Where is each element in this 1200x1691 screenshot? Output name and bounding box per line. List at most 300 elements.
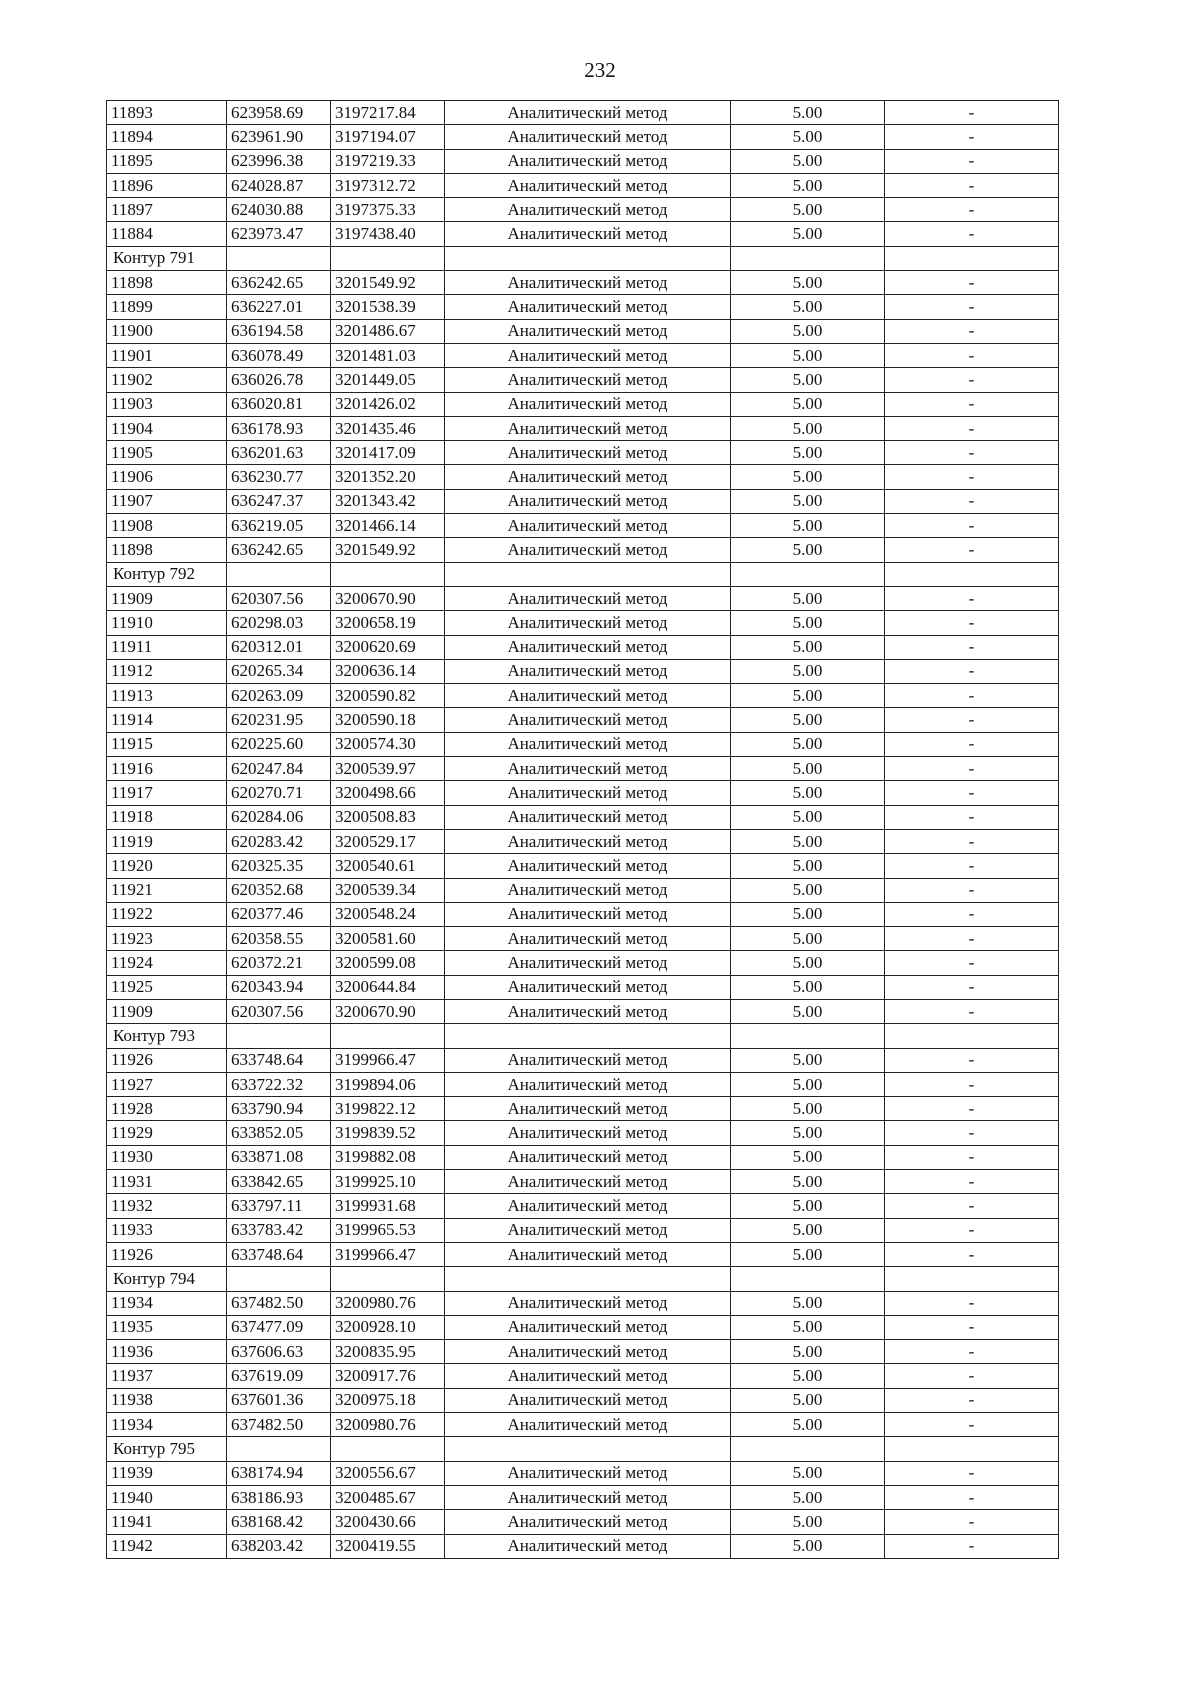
point-number-cell: 11884 xyxy=(107,222,227,246)
empty-cell xyxy=(731,562,885,586)
x-coordinate-cell: 636230.77 xyxy=(227,465,331,489)
precision-cell: 5.00 xyxy=(731,489,885,513)
method-cell: Аналитический метод xyxy=(445,708,731,732)
description-cell: - xyxy=(885,1510,1059,1534)
x-coordinate-cell: 636078.49 xyxy=(227,343,331,367)
x-coordinate-cell: 637477.09 xyxy=(227,1315,331,1339)
method-cell: Аналитический метод xyxy=(445,757,731,781)
table-row xyxy=(107,708,1059,732)
x-coordinate-cell: 633842.65 xyxy=(227,1170,331,1194)
description-cell: - xyxy=(885,1121,1059,1145)
empty-cell xyxy=(885,1437,1059,1461)
description-cell: - xyxy=(885,951,1059,975)
y-coordinate-cell: 3200419.55 xyxy=(331,1534,445,1558)
method-cell: Аналитический метод xyxy=(445,1291,731,1315)
method-cell: Аналитический метод xyxy=(445,1145,731,1169)
precision-cell: 5.00 xyxy=(731,101,885,125)
x-coordinate-cell: 638168.42 xyxy=(227,1510,331,1534)
precision-cell: 5.00 xyxy=(731,465,885,489)
point-number-cell: 11898 xyxy=(107,538,227,562)
empty-cell xyxy=(445,1024,731,1048)
table-row xyxy=(107,368,1059,392)
contour-header-row xyxy=(107,1024,1059,1048)
method-cell: Аналитический метод xyxy=(445,392,731,416)
precision-cell: 5.00 xyxy=(731,781,885,805)
x-coordinate-cell: 624030.88 xyxy=(227,198,331,222)
table-row xyxy=(107,732,1059,756)
precision-cell: 5.00 xyxy=(731,1170,885,1194)
x-coordinate-cell: 638203.42 xyxy=(227,1534,331,1558)
precision-cell: 5.00 xyxy=(731,1072,885,1096)
precision-cell: 5.00 xyxy=(731,1413,885,1437)
precision-cell: 5.00 xyxy=(731,173,885,197)
description-cell: - xyxy=(885,1413,1059,1437)
description-cell: - xyxy=(885,781,1059,805)
x-coordinate-cell: 637601.36 xyxy=(227,1388,331,1412)
method-cell: Аналитический метод xyxy=(445,1485,731,1509)
table-row xyxy=(107,319,1059,343)
empty-cell xyxy=(331,1437,445,1461)
description-cell: - xyxy=(885,416,1059,440)
description-cell: - xyxy=(885,854,1059,878)
precision-cell: 5.00 xyxy=(731,343,885,367)
y-coordinate-cell: 3197438.40 xyxy=(331,222,445,246)
method-cell: Аналитический метод xyxy=(445,732,731,756)
precision-cell: 5.00 xyxy=(731,1242,885,1266)
description-cell: - xyxy=(885,1315,1059,1339)
description-cell: - xyxy=(885,1485,1059,1509)
contour-header-row xyxy=(107,1437,1059,1461)
y-coordinate-cell: 3200430.66 xyxy=(331,1510,445,1534)
table-row xyxy=(107,538,1059,562)
point-number-cell: 11923 xyxy=(107,927,227,951)
point-number-cell: 11929 xyxy=(107,1121,227,1145)
point-number-cell: 11916 xyxy=(107,757,227,781)
point-number-cell: 11897 xyxy=(107,198,227,222)
precision-cell: 5.00 xyxy=(731,1461,885,1485)
method-cell: Аналитический метод xyxy=(445,1315,731,1339)
point-number-cell: 11899 xyxy=(107,295,227,319)
y-coordinate-cell: 3197375.33 xyxy=(331,198,445,222)
y-coordinate-cell: 3200548.24 xyxy=(331,902,445,926)
y-coordinate-cell: 3201549.92 xyxy=(331,538,445,562)
y-coordinate-cell: 3197217.84 xyxy=(331,101,445,125)
x-coordinate-cell: 620312.01 xyxy=(227,635,331,659)
table-row xyxy=(107,999,1059,1023)
point-number-cell: 11926 xyxy=(107,1242,227,1266)
method-cell: Аналитический метод xyxy=(445,1340,731,1364)
description-cell: - xyxy=(885,538,1059,562)
y-coordinate-cell: 3201352.20 xyxy=(331,465,445,489)
table-row xyxy=(107,1097,1059,1121)
precision-cell: 5.00 xyxy=(731,999,885,1023)
method-cell: Аналитический метод xyxy=(445,319,731,343)
method-cell: Аналитический метод xyxy=(445,999,731,1023)
empty-cell xyxy=(885,1267,1059,1291)
x-coordinate-cell: 636020.81 xyxy=(227,392,331,416)
x-coordinate-cell: 620325.35 xyxy=(227,854,331,878)
method-cell: Аналитический метод xyxy=(445,951,731,975)
y-coordinate-cell: 3201481.03 xyxy=(331,343,445,367)
table-row xyxy=(107,101,1059,125)
table-row xyxy=(107,416,1059,440)
empty-cell xyxy=(227,1437,331,1461)
precision-cell: 5.00 xyxy=(731,1485,885,1509)
description-cell: - xyxy=(885,927,1059,951)
precision-cell: 5.00 xyxy=(731,951,885,975)
precision-cell: 5.00 xyxy=(731,1291,885,1315)
table-row xyxy=(107,343,1059,367)
table-row xyxy=(107,659,1059,683)
x-coordinate-cell: 636178.93 xyxy=(227,416,331,440)
y-coordinate-cell: 3201538.39 xyxy=(331,295,445,319)
y-coordinate-cell: 3200590.18 xyxy=(331,708,445,732)
point-number-cell: 11903 xyxy=(107,392,227,416)
precision-cell: 5.00 xyxy=(731,368,885,392)
contour-header-row xyxy=(107,1267,1059,1291)
y-coordinate-cell: 3200539.97 xyxy=(331,757,445,781)
description-cell: - xyxy=(885,101,1059,125)
point-number-cell: 11942 xyxy=(107,1534,227,1558)
description-cell: - xyxy=(885,149,1059,173)
description-cell: - xyxy=(885,368,1059,392)
table-row xyxy=(107,1145,1059,1169)
table-row xyxy=(107,1485,1059,1509)
y-coordinate-cell: 3200636.14 xyxy=(331,659,445,683)
method-cell: Аналитический метод xyxy=(445,343,731,367)
x-coordinate-cell: 624028.87 xyxy=(227,173,331,197)
point-number-cell: 11927 xyxy=(107,1072,227,1096)
description-cell: - xyxy=(885,1291,1059,1315)
table-row xyxy=(107,489,1059,513)
precision-cell: 5.00 xyxy=(731,198,885,222)
point-number-cell: 11935 xyxy=(107,1315,227,1339)
y-coordinate-cell: 3200485.67 xyxy=(331,1485,445,1509)
x-coordinate-cell: 636242.65 xyxy=(227,271,331,295)
x-coordinate-cell: 638174.94 xyxy=(227,1461,331,1485)
empty-cell xyxy=(227,246,331,270)
y-coordinate-cell: 3199839.52 xyxy=(331,1121,445,1145)
description-cell: - xyxy=(885,684,1059,708)
coordinates-table-body xyxy=(107,101,1059,1559)
table-row xyxy=(107,878,1059,902)
description-cell: - xyxy=(885,757,1059,781)
y-coordinate-cell: 3200980.76 xyxy=(331,1413,445,1437)
table-row xyxy=(107,611,1059,635)
precision-cell: 5.00 xyxy=(731,611,885,635)
empty-cell xyxy=(227,1024,331,1048)
description-cell: - xyxy=(885,441,1059,465)
method-cell: Аналитический метод xyxy=(445,635,731,659)
x-coordinate-cell: 620247.84 xyxy=(227,757,331,781)
method-cell: Аналитический метод xyxy=(445,1461,731,1485)
x-coordinate-cell: 620343.94 xyxy=(227,975,331,999)
table-row xyxy=(107,586,1059,610)
point-number-cell: 11905 xyxy=(107,441,227,465)
precision-cell: 5.00 xyxy=(731,392,885,416)
method-cell: Аналитический метод xyxy=(445,1510,731,1534)
table-row xyxy=(107,684,1059,708)
precision-cell: 5.00 xyxy=(731,878,885,902)
x-coordinate-cell: 623961.90 xyxy=(227,125,331,149)
x-coordinate-cell: 633748.64 xyxy=(227,1048,331,1072)
y-coordinate-cell: 3200590.82 xyxy=(331,684,445,708)
y-coordinate-cell: 3199966.47 xyxy=(331,1242,445,1266)
empty-cell xyxy=(445,562,731,586)
method-cell: Аналитический метод xyxy=(445,538,731,562)
table-row xyxy=(107,1291,1059,1315)
y-coordinate-cell: 3199894.06 xyxy=(331,1072,445,1096)
precision-cell: 5.00 xyxy=(731,1048,885,1072)
table-row xyxy=(107,1072,1059,1096)
description-cell: - xyxy=(885,465,1059,489)
method-cell: Аналитический метод xyxy=(445,125,731,149)
empty-cell xyxy=(445,1437,731,1461)
point-number-cell: 11898 xyxy=(107,271,227,295)
description-cell: - xyxy=(885,902,1059,926)
method-cell: Аналитический метод xyxy=(445,1388,731,1412)
y-coordinate-cell: 3201426.02 xyxy=(331,392,445,416)
precision-cell: 5.00 xyxy=(731,1315,885,1339)
description-cell: - xyxy=(885,805,1059,829)
x-coordinate-cell: 620283.42 xyxy=(227,829,331,853)
precision-cell: 5.00 xyxy=(731,1097,885,1121)
precision-cell: 5.00 xyxy=(731,975,885,999)
description-cell: - xyxy=(885,295,1059,319)
y-coordinate-cell: 3200620.69 xyxy=(331,635,445,659)
point-number-cell: 11930 xyxy=(107,1145,227,1169)
point-number-cell: 11912 xyxy=(107,659,227,683)
method-cell: Аналитический метод xyxy=(445,927,731,951)
x-coordinate-cell: 620307.56 xyxy=(227,586,331,610)
precision-cell: 5.00 xyxy=(731,295,885,319)
x-coordinate-cell: 623996.38 xyxy=(227,149,331,173)
y-coordinate-cell: 3200928.10 xyxy=(331,1315,445,1339)
empty-cell xyxy=(885,562,1059,586)
point-number-cell: 11928 xyxy=(107,1097,227,1121)
empty-cell xyxy=(331,246,445,270)
precision-cell: 5.00 xyxy=(731,1510,885,1534)
contour-header-row xyxy=(107,246,1059,270)
description-cell: - xyxy=(885,1364,1059,1388)
y-coordinate-cell: 3200658.19 xyxy=(331,611,445,635)
description-cell: - xyxy=(885,343,1059,367)
y-coordinate-cell: 3200498.66 xyxy=(331,781,445,805)
table-row xyxy=(107,902,1059,926)
method-cell: Аналитический метод xyxy=(445,271,731,295)
method-cell: Аналитический метод xyxy=(445,1413,731,1437)
point-number-cell: 11913 xyxy=(107,684,227,708)
x-coordinate-cell: 636201.63 xyxy=(227,441,331,465)
x-coordinate-cell: 620225.60 xyxy=(227,732,331,756)
method-cell: Аналитический метод xyxy=(445,1170,731,1194)
precision-cell: 5.00 xyxy=(731,902,885,926)
empty-cell xyxy=(445,1267,731,1291)
method-cell: Аналитический метод xyxy=(445,1194,731,1218)
empty-cell xyxy=(885,246,1059,270)
point-number-cell: 11917 xyxy=(107,781,227,805)
point-number-cell: 11906 xyxy=(107,465,227,489)
x-coordinate-cell: 636247.37 xyxy=(227,489,331,513)
y-coordinate-cell: 3201417.09 xyxy=(331,441,445,465)
y-coordinate-cell: 3199966.47 xyxy=(331,1048,445,1072)
method-cell: Аналитический метод xyxy=(445,854,731,878)
precision-cell: 5.00 xyxy=(731,635,885,659)
method-cell: Аналитический метод xyxy=(445,101,731,125)
y-coordinate-cell: 3200529.17 xyxy=(331,829,445,853)
description-cell: - xyxy=(885,975,1059,999)
description-cell: - xyxy=(885,392,1059,416)
y-coordinate-cell: 3201466.14 xyxy=(331,514,445,538)
empty-cell xyxy=(331,1267,445,1291)
description-cell: - xyxy=(885,271,1059,295)
y-coordinate-cell: 3200917.76 xyxy=(331,1364,445,1388)
method-cell: Аналитический метод xyxy=(445,489,731,513)
table-row xyxy=(107,222,1059,246)
method-cell: Аналитический метод xyxy=(445,198,731,222)
x-coordinate-cell: 620377.46 xyxy=(227,902,331,926)
description-cell: - xyxy=(885,611,1059,635)
method-cell: Аналитический метод xyxy=(445,805,731,829)
method-cell: Аналитический метод xyxy=(445,1242,731,1266)
empty-cell xyxy=(227,1267,331,1291)
method-cell: Аналитический метод xyxy=(445,1072,731,1096)
method-cell: Аналитический метод xyxy=(445,149,731,173)
method-cell: Аналитический метод xyxy=(445,829,731,853)
description-cell: - xyxy=(885,708,1059,732)
table-row xyxy=(107,465,1059,489)
point-number-cell: 11924 xyxy=(107,951,227,975)
point-number-cell: 11934 xyxy=(107,1291,227,1315)
y-coordinate-cell: 3200670.90 xyxy=(331,586,445,610)
precision-cell: 5.00 xyxy=(731,538,885,562)
description-cell: - xyxy=(885,1242,1059,1266)
method-cell: Аналитический метод xyxy=(445,295,731,319)
table-row xyxy=(107,1194,1059,1218)
x-coordinate-cell: 620352.68 xyxy=(227,878,331,902)
point-number-cell: 11918 xyxy=(107,805,227,829)
description-cell: - xyxy=(885,1218,1059,1242)
y-coordinate-cell: 3201343.42 xyxy=(331,489,445,513)
table-row xyxy=(107,1340,1059,1364)
method-cell: Аналитический метод xyxy=(445,1364,731,1388)
description-cell: - xyxy=(885,999,1059,1023)
table-row xyxy=(107,1121,1059,1145)
precision-cell: 5.00 xyxy=(731,854,885,878)
point-number-cell: 11932 xyxy=(107,1194,227,1218)
x-coordinate-cell: 633797.11 xyxy=(227,1194,331,1218)
method-cell: Аналитический метод xyxy=(445,441,731,465)
x-coordinate-cell: 633783.42 xyxy=(227,1218,331,1242)
table-row xyxy=(107,1048,1059,1072)
description-cell: - xyxy=(885,1145,1059,1169)
description-cell: - xyxy=(885,173,1059,197)
x-coordinate-cell: 620270.71 xyxy=(227,781,331,805)
y-coordinate-cell: 3200574.30 xyxy=(331,732,445,756)
y-coordinate-cell: 3201449.05 xyxy=(331,368,445,392)
contour-label: Контур 794 xyxy=(107,1267,227,1291)
precision-cell: 5.00 xyxy=(731,1340,885,1364)
method-cell: Аналитический метод xyxy=(445,1121,731,1145)
precision-cell: 5.00 xyxy=(731,757,885,781)
description-cell: - xyxy=(885,1534,1059,1558)
description-cell: - xyxy=(885,732,1059,756)
x-coordinate-cell: 620263.09 xyxy=(227,684,331,708)
x-coordinate-cell: 636026.78 xyxy=(227,368,331,392)
table-row xyxy=(107,951,1059,975)
description-cell: - xyxy=(885,125,1059,149)
table-row xyxy=(107,1413,1059,1437)
table-row xyxy=(107,927,1059,951)
point-number-cell: 11901 xyxy=(107,343,227,367)
point-number-cell: 11907 xyxy=(107,489,227,513)
table-row xyxy=(107,125,1059,149)
description-cell: - xyxy=(885,514,1059,538)
precision-cell: 5.00 xyxy=(731,1194,885,1218)
point-number-cell: 11919 xyxy=(107,829,227,853)
table-row xyxy=(107,198,1059,222)
precision-cell: 5.00 xyxy=(731,829,885,853)
precision-cell: 5.00 xyxy=(731,271,885,295)
point-number-cell: 11939 xyxy=(107,1461,227,1485)
y-coordinate-cell: 3200980.76 xyxy=(331,1291,445,1315)
method-cell: Аналитический метод xyxy=(445,1097,731,1121)
point-number-cell: 11936 xyxy=(107,1340,227,1364)
y-coordinate-cell: 3201549.92 xyxy=(331,271,445,295)
point-number-cell: 11909 xyxy=(107,999,227,1023)
point-number-cell: 11940 xyxy=(107,1485,227,1509)
empty-cell xyxy=(227,562,331,586)
table-row xyxy=(107,1315,1059,1339)
y-coordinate-cell: 3200581.60 xyxy=(331,927,445,951)
table-row xyxy=(107,173,1059,197)
x-coordinate-cell: 623973.47 xyxy=(227,222,331,246)
x-coordinate-cell: 620358.55 xyxy=(227,927,331,951)
point-number-cell: 11926 xyxy=(107,1048,227,1072)
description-cell: - xyxy=(885,1170,1059,1194)
y-coordinate-cell: 3200540.61 xyxy=(331,854,445,878)
table-row xyxy=(107,1510,1059,1534)
y-coordinate-cell: 3199882.08 xyxy=(331,1145,445,1169)
precision-cell: 5.00 xyxy=(731,222,885,246)
description-cell: - xyxy=(885,319,1059,343)
y-coordinate-cell: 3197194.07 xyxy=(331,125,445,149)
x-coordinate-cell: 623958.69 xyxy=(227,101,331,125)
precision-cell: 5.00 xyxy=(731,1388,885,1412)
precision-cell: 5.00 xyxy=(731,514,885,538)
contour-label: Контур 795 xyxy=(107,1437,227,1461)
precision-cell: 5.00 xyxy=(731,416,885,440)
empty-cell xyxy=(731,1024,885,1048)
point-number-cell: 11922 xyxy=(107,902,227,926)
description-cell: - xyxy=(885,222,1059,246)
x-coordinate-cell: 636242.65 xyxy=(227,538,331,562)
contour-label: Контур 792 xyxy=(107,562,227,586)
precision-cell: 5.00 xyxy=(731,805,885,829)
y-coordinate-cell: 3200599.08 xyxy=(331,951,445,975)
x-coordinate-cell: 636219.05 xyxy=(227,514,331,538)
precision-cell: 5.00 xyxy=(731,927,885,951)
precision-cell: 5.00 xyxy=(731,732,885,756)
table-row xyxy=(107,854,1059,878)
table-row xyxy=(107,975,1059,999)
coordinates-table xyxy=(106,100,1059,1559)
x-coordinate-cell: 633748.64 xyxy=(227,1242,331,1266)
description-cell: - xyxy=(885,659,1059,683)
method-cell: Аналитический метод xyxy=(445,878,731,902)
point-number-cell: 11938 xyxy=(107,1388,227,1412)
table-row xyxy=(107,1218,1059,1242)
